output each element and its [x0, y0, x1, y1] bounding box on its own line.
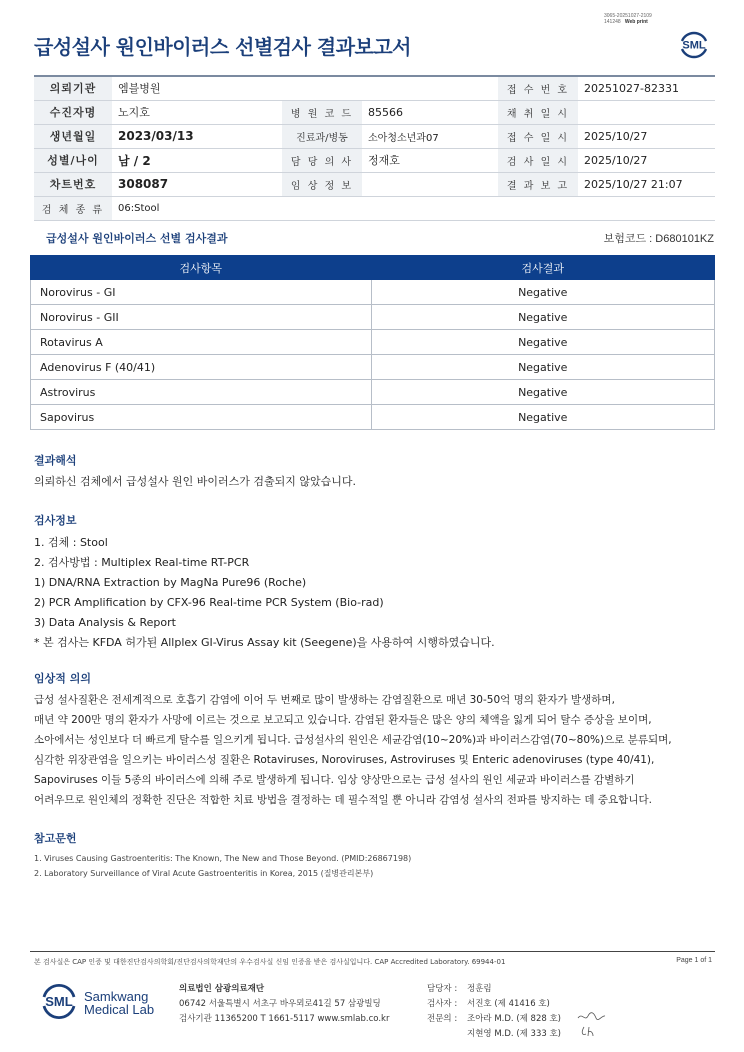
- patient-info-table: [34, 75, 715, 221]
- info-value: 85566: [362, 100, 498, 124]
- brand-line2: Medical Lab: [84, 1002, 155, 1017]
- info-label: 병 원 코 드: [282, 100, 362, 124]
- test-result: Negative: [371, 305, 715, 330]
- info-value: 2023/03/13: [112, 124, 282, 148]
- info-row: [34, 148, 715, 172]
- table-row: [31, 355, 715, 380]
- info-value: 엠블병원: [112, 76, 282, 100]
- org-contact: 검사기관 11365200 T 1661-5117 www.smlab.co.kr: [179, 1014, 390, 1024]
- reference-item: 2. Laboratory Surveillance of Viral Acute Gastroenteritis in Korea, 2015 (질병관리본부): [34, 869, 374, 878]
- info-label: 진료과/병동: [282, 124, 362, 148]
- info-label: 접 수 번 호: [498, 76, 578, 100]
- test-info-line: * 본 검사는 KFDA 허가된 Allplex GI-Virus Assay kit (Seegene)을 사용하여 시행하였습니다.: [34, 636, 495, 649]
- info-value: 남 / 2: [112, 148, 282, 172]
- clinical-line: 매년 약 200만 명의 환자가 사망에 이르는 것으로 보고되고 있습니다. 감염된 환자들은 많은 양의 체액을 잃게 되어 탈수 증상을 보이며,: [34, 714, 652, 726]
- test-item: Adenovirus F (40/41): [31, 355, 372, 380]
- test-item: Norovirus - GI: [31, 280, 372, 305]
- table-row: [31, 280, 715, 305]
- results-section-title: 급성설사 원인바이러스 선별 검사결과: [46, 232, 228, 245]
- logo-text: SML: [682, 39, 706, 52]
- info-label: 결 과 보 고: [498, 172, 578, 196]
- results-header-row: [31, 256, 715, 280]
- brand-line1: Samkwang: [84, 989, 149, 1004]
- test-info-line: 3) Data Analysis & Report: [34, 616, 176, 629]
- info-value: [362, 172, 498, 196]
- staff-list: [427, 982, 561, 1042]
- info-label: 수진자명: [34, 100, 112, 124]
- info-value: 308087: [112, 172, 282, 196]
- specimen-value: 06:Stool: [112, 196, 715, 220]
- print-meta: [604, 13, 652, 25]
- test-item: Sapovirus: [31, 405, 372, 430]
- info-label: 담 당 의 사: [282, 148, 362, 172]
- logo-text: SML: [45, 994, 73, 1009]
- info-label: 차트번호: [34, 172, 112, 196]
- footer-divider: [30, 951, 715, 952]
- info-value: 소아청소년과07: [362, 124, 498, 148]
- info-label: 생년월일: [34, 124, 112, 148]
- test-item: Norovirus - GII: [31, 305, 372, 330]
- print-meta-tag: Web print: [624, 19, 648, 25]
- test-result: Negative: [371, 280, 715, 305]
- test-info-line: 1) DNA/RNA Extraction by MagNa Pure96 (Roche): [34, 576, 307, 589]
- page-title: 급성설사 원인바이러스 선별검사 결과보고서: [34, 35, 411, 59]
- info-row: [34, 172, 715, 196]
- table-row: [31, 305, 715, 330]
- test-item: Rotavirus A: [31, 330, 372, 355]
- info-value: 2025/10/27: [578, 148, 715, 172]
- test-item: Astrovirus: [31, 380, 372, 405]
- info-row: [34, 124, 715, 148]
- staff-row: [427, 982, 561, 997]
- info-label: 성별/나이: [34, 148, 112, 172]
- clinical-title: 임상적 의의: [34, 672, 91, 685]
- info-label: [282, 76, 362, 100]
- table-row: [31, 405, 715, 430]
- info-row: [34, 100, 715, 124]
- brand-name: [84, 990, 154, 1016]
- info-label: 접 수 일 시: [498, 124, 578, 148]
- table-row: [31, 380, 715, 405]
- info-value: [362, 76, 498, 100]
- test-info-title: 검사정보: [34, 514, 77, 527]
- staff-role: 담당자 :: [427, 984, 458, 994]
- reference-item: 1. Viruses Causing Gastroenteritis: The Known, The New and Those Beyond. (PMID:26867198): [34, 854, 412, 863]
- specimen-label: 검 체 종 류: [34, 196, 112, 220]
- test-info-line: 2. 검사방법 : Multiplex Real-time RT-PCR: [34, 556, 250, 569]
- info-value: 정재호: [362, 148, 498, 172]
- test-result: Negative: [371, 330, 715, 355]
- print-meta-id: 141248: [604, 19, 621, 25]
- organization-info: [179, 982, 389, 1027]
- info-label: 임 상 정 보: [282, 172, 362, 196]
- table-row: [31, 330, 715, 355]
- info-label: 의뢰기관: [34, 76, 112, 100]
- staff-role: 전문의 :: [427, 1014, 458, 1024]
- references-list: [34, 851, 411, 881]
- interpretation-title: 결과해석: [34, 454, 77, 467]
- info-row-specimen: [34, 196, 715, 220]
- clinical-text: [34, 690, 672, 810]
- test-info-line: 2) PCR Amplification by CFX-96 Real-time PCR System (Bio-rad): [34, 596, 384, 609]
- staff-role: [427, 1027, 467, 1042]
- staff-name: 정훈림: [467, 984, 492, 994]
- org-name: 의료법인 삼광의료재단: [179, 984, 265, 994]
- clinical-line: 급성 설사질환은 전세계적으로 호흡기 감염에 이어 두 번째로 많이 발생하는 감염질환으로 매년 30-50억 명의 환자가 발생하며,: [34, 694, 615, 706]
- signature-icon: [576, 1024, 606, 1038]
- signature-icon: [576, 1010, 606, 1024]
- print-meta-line1: 3065-20251027-2109: [604, 13, 652, 19]
- staff-row: [427, 997, 561, 1012]
- info-value: 2025/10/27 21:07: [578, 172, 715, 196]
- clinical-line: 어려우므로 원인체의 정확한 진단은 적합한 치료 방법을 결정하는 데 필수적일 뿐 아니라 감염성 설사의 전파를 방지하는 데 중요합니다.: [34, 794, 652, 806]
- staff-row: [427, 1027, 561, 1042]
- clinical-line: 심각한 위장관염을 일으키는 바이러스성 질환은 Rotaviruses, Noroviruses, Astroviruses 및 Enteric adenoviruses (type 40/41),: [34, 754, 655, 766]
- staff-name: 조아라 M.D. (제 828 호): [467, 1014, 562, 1024]
- test-info-list: [34, 533, 495, 653]
- info-value: 20251027-82331: [578, 76, 715, 100]
- info-value: [578, 100, 715, 124]
- test-info-line: 1. 검체 : Stool: [34, 536, 108, 549]
- info-label: 검 사 일 시: [498, 148, 578, 172]
- accreditation-note: 본 검사실은 CAP 인증 및 대한진단검사의학회/진단검사의학재단의 우수검사실 신임 인증을 받은 검사실입니다. CAP Accredited Laboratory. 69944-01: [34, 958, 506, 966]
- staff-row: [427, 1012, 561, 1027]
- org-address: 06742 서울특별시 서초구 바우뫼로41길 57 삼광빌딩: [179, 999, 381, 1009]
- test-result: Negative: [371, 380, 715, 405]
- clinical-line: 소아에서는 성인보다 더 빠르게 탈수를 일으키게 됩니다. 급성설사의 원인은 세균감염(10~20%)과 바이러스감염(70~80%)으로 분류되며,: [34, 734, 672, 746]
- page-number: Page 1 of 1: [676, 957, 712, 964]
- info-row: [34, 76, 715, 100]
- info-label: 채 취 일 시: [498, 100, 578, 124]
- results-table: [30, 255, 715, 430]
- sml-logo-icon: [38, 980, 80, 1022]
- references-title: 참고문헌: [34, 832, 77, 845]
- staff-name: 지현영 M.D. (제 333 호): [467, 1029, 562, 1039]
- interpretation-text: 의뢰하신 검체에서 급성설사 원인 바이러스가 검출되지 않았습니다.: [34, 475, 357, 488]
- col-header-result: 검사결과: [371, 256, 715, 280]
- clinical-line: Sapoviruses 이들 5종의 바이러스에 의해 주로 발생하게 됩니다. 임상 양상만으로는 급성 설사의 원인 세균과 바이러스를 감별하기: [34, 774, 635, 786]
- test-result: Negative: [371, 355, 715, 380]
- info-value: 노지호: [112, 100, 282, 124]
- info-value: 2025/10/27: [578, 124, 715, 148]
- staff-role: 검사자 :: [427, 999, 458, 1009]
- staff-name: 서진호 (제 41416 호): [467, 999, 550, 1009]
- sml-logo-icon: [676, 26, 712, 62]
- col-header-item: 검사항목: [31, 256, 372, 280]
- insurance-code: 보험코드 : D680101KZ: [603, 233, 714, 245]
- test-result: Negative: [371, 405, 715, 430]
